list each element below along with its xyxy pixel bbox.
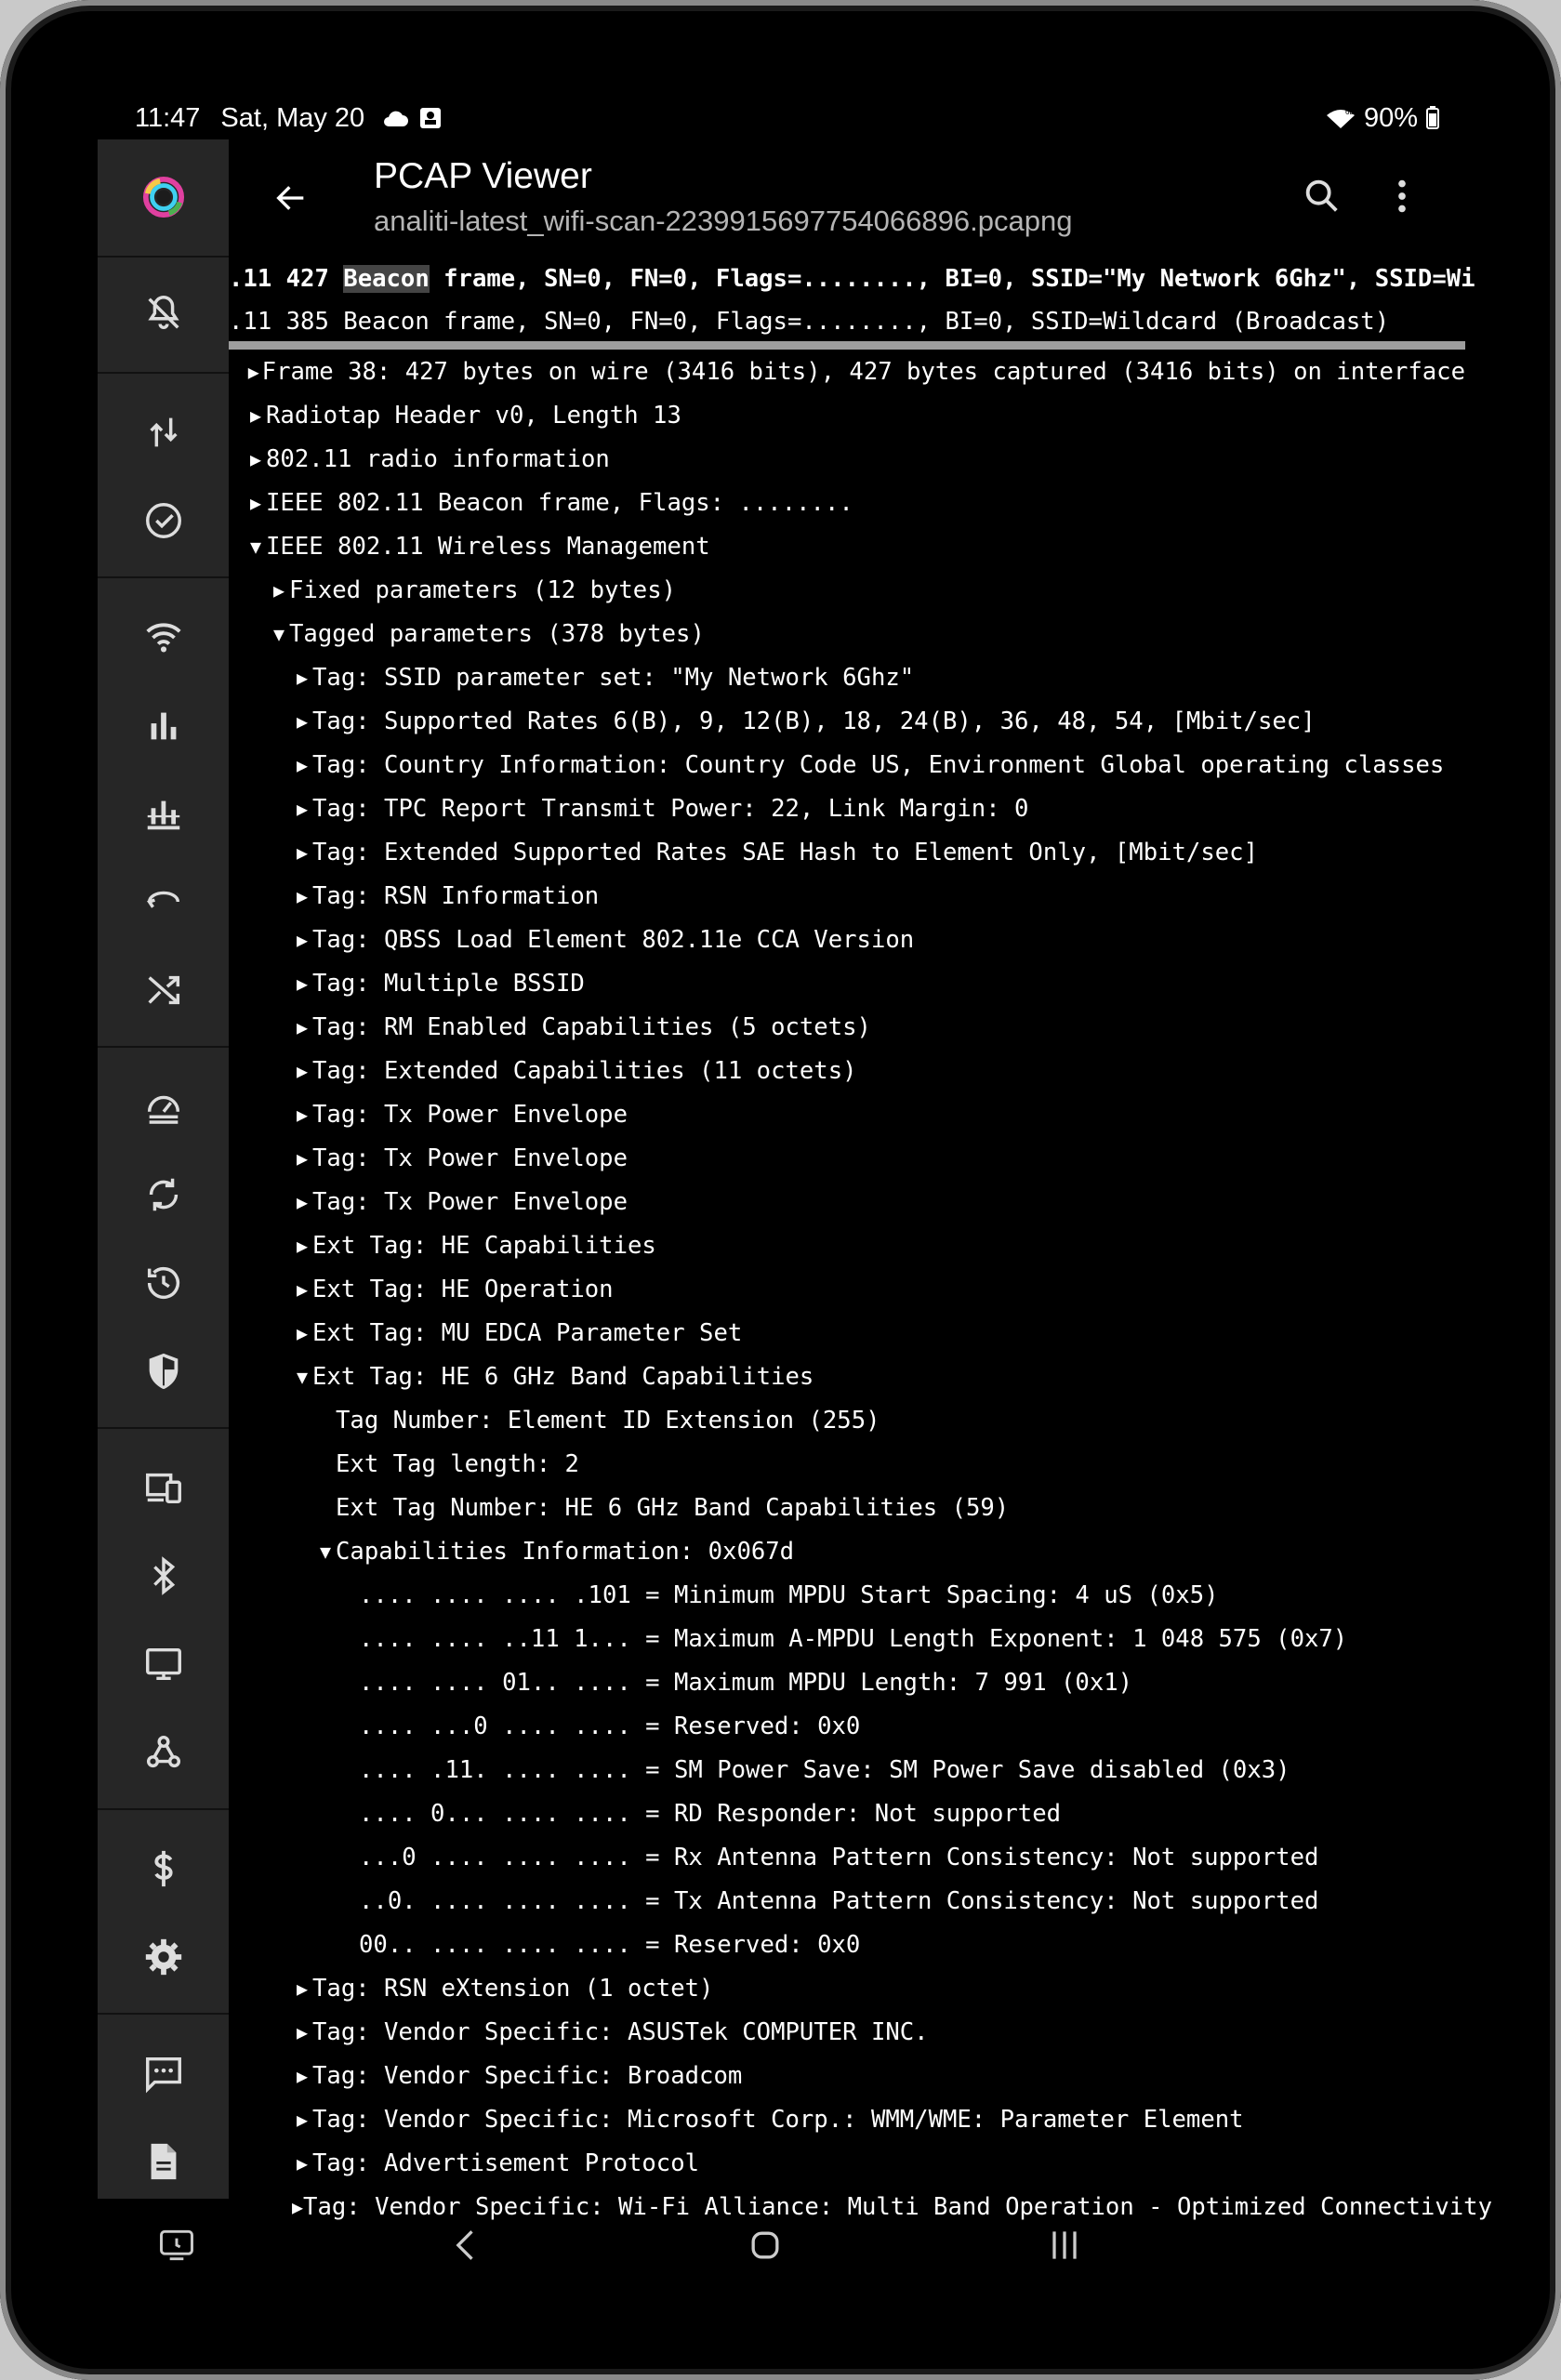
tree-node[interactable] <box>229 394 1465 438</box>
tree-row-text: Ext Tag length: 2 <box>336 1450 579 1478</box>
tree-row-text: Tag: Extended Supported Rates SAE Hash to Element Only, [Mbit/sec] <box>312 839 1258 866</box>
tree-node[interactable] <box>229 1355 1465 1399</box>
collapsed-triangle-icon[interactable]: ▶ <box>296 2152 309 2175</box>
back-icon <box>446 2225 487 2266</box>
tree-row-text: Tag: QBSS Load Element 802.11e CCA Version <box>312 926 915 954</box>
tree-row-text: Frame 38: 427 bytes on wire (3416 bits), 427 bytes captured (3416 bits) on interface <box>261 358 1465 386</box>
tree-row-text: Tag: Advertisement Protocol <box>312 2149 700 2177</box>
tree-leaf <box>229 1443 1465 1487</box>
tree-row-text: Tag: RSN eXtension (1 octet) <box>312 1975 714 2003</box>
tree-node[interactable] <box>229 1050 1465 1093</box>
tree-node[interactable] <box>229 1181 1465 1224</box>
packet-prefix: .11 385 Beacon <box>229 308 430 336</box>
collapsed-triangle-icon[interactable]: ▶ <box>247 361 259 383</box>
app-logo-icon[interactable] <box>98 155 229 239</box>
battery-percent: 90% <box>1363 102 1418 133</box>
bluetooth-icon[interactable] <box>98 1534 229 1618</box>
app-bar <box>229 139 1496 256</box>
webhook-icon[interactable] <box>98 1711 229 1794</box>
packet-list[interactable] <box>229 258 1475 343</box>
tree-row-text: ...0 .... .... .... = Rx Antenna Pattern Consistency: Not supported <box>359 1844 1319 1871</box>
tree-node[interactable] <box>229 2011 1465 2055</box>
document-icon[interactable] <box>98 2120 229 2203</box>
speedometer-icon[interactable] <box>98 1064 229 1148</box>
collapsed-triangle-icon[interactable]: ▶ <box>296 929 309 951</box>
tree-row-text: Tag: TPC Report Transmit Power: 22, Link Margin: 0 <box>312 795 1029 823</box>
tree-node[interactable] <box>229 656 1465 700</box>
more-options-button[interactable] <box>1381 175 1427 221</box>
tree-row-text: .... 0... .... .... = RD Responder: Not supported <box>359 1800 1062 1828</box>
tree-node[interactable] <box>229 482 1465 525</box>
tree-row-text: Capabilities Information: 0x067d <box>336 1538 795 1566</box>
tree-row-text: .... ...0 .... .... = Reserved: 0x0 <box>359 1712 861 1740</box>
wifi-status-icon <box>1325 106 1356 130</box>
tree-node[interactable] <box>229 831 1465 875</box>
collapsed-triangle-icon[interactable]: ▶ <box>296 754 309 776</box>
collapsed-triangle-icon[interactable]: ▶ <box>296 1191 309 1213</box>
tree-node[interactable] <box>229 2098 1465 2142</box>
file-name: analiti-latest_wifi-scan-2239915697754066896.pcapng <box>374 205 1073 237</box>
tree-row-text: 00.. .... .... .... = Reserved: 0x0 <box>359 1931 861 1959</box>
tree-row-text: Tag: Tx Power Envelope <box>312 1188 628 1216</box>
more-vert-icon <box>1381 175 1423 218</box>
screenshot-icon <box>156 2225 197 2266</box>
tree-node[interactable] <box>229 2055 1465 2098</box>
arrow-back-icon <box>272 179 310 217</box>
tree-node[interactable] <box>229 525 1465 569</box>
tree-row-text: Tag: Country Information: Country Code US, Environment Global operating classes <box>312 751 1445 779</box>
tree-node[interactable] <box>229 919 1465 962</box>
svg-text:6E: 6E <box>1344 108 1355 116</box>
tree-row-text: IEEE 802.11 Wireless Management <box>266 533 710 561</box>
tree-row-text: 802.11 radio information <box>266 445 610 473</box>
packet-info: frame, SN=0, FN=0, Flags=........, BI=0, SSID="My Network 6Ghz", SSID=Wi <box>429 265 1475 293</box>
tree-row-text: Tag: RSN Information <box>312 882 600 910</box>
tree-row-text: Tag: Multiple BSSID <box>312 970 585 998</box>
collapsed-triangle-icon[interactable]: ▶ <box>296 1016 309 1038</box>
expanded-triangle-icon[interactable]: ▼ <box>272 623 285 645</box>
chat-icon[interactable] <box>98 2031 229 2115</box>
tree-node[interactable] <box>229 787 1465 831</box>
nav-recents-button[interactable] <box>1037 2217 1092 2273</box>
tree-leaf <box>229 1705 1465 1749</box>
tree-row-text: Ext Tag: HE Capabilities <box>312 1232 656 1260</box>
status-date: Sat, May 20 <box>220 102 365 133</box>
tree-row-text: .... .11. .... .... = SM Power Save: SM Power Save disabled (0x3) <box>359 1756 1290 1784</box>
collapsed-triangle-icon[interactable]: ▶ <box>296 1322 309 1344</box>
tree-row-text: Tag: Tx Power Envelope <box>312 1144 628 1172</box>
tree-row-text: Tag: Vendor Specific: Wi-Fi Alliance: Multi Band Operation - Optimized Connectivity <box>303 2193 1492 2221</box>
tree-row-text: Tag: RM Enabled Capabilities (5 octets) <box>312 1013 871 1041</box>
screenshot-button[interactable] <box>149 2217 205 2273</box>
collapsed-triangle-icon[interactable]: ▶ <box>296 2021 309 2043</box>
tree-node[interactable] <box>229 744 1465 787</box>
collapsed-triangle-icon[interactable]: ▶ <box>296 2109 309 2131</box>
tree-row-text: Ext Tag Number: HE 6 GHz Band Capabilities (59) <box>336 1494 1010 1522</box>
home-icon <box>745 2225 786 2266</box>
tree-leaf <box>229 1749 1465 1792</box>
shield-icon[interactable] <box>98 1329 229 1413</box>
tree-leaf <box>229 1924 1465 1967</box>
tree-leaf <box>229 1661 1465 1705</box>
tree-leaf <box>229 1574 1465 1618</box>
expanded-triangle-icon[interactable]: ▼ <box>296 1366 309 1388</box>
collapsed-triangle-icon[interactable]: ▶ <box>296 885 309 907</box>
collapsed-triangle-icon[interactable]: ▶ <box>272 579 285 602</box>
collapsed-triangle-icon[interactable]: ▶ <box>296 972 309 995</box>
collapsed-triangle-icon[interactable]: ▶ <box>292 2196 304 2218</box>
tree-row-text: Ext Tag: HE Operation <box>312 1276 614 1303</box>
tree-node[interactable] <box>229 613 1465 656</box>
tree-row-text: Tagged parameters (378 bytes) <box>289 620 705 648</box>
collapsed-triangle-icon[interactable]: ▶ <box>296 1278 309 1301</box>
check-circle-icon[interactable] <box>98 479 229 562</box>
tree-node[interactable] <box>229 350 1465 394</box>
tree-leaf <box>229 1880 1465 1924</box>
devices-icon[interactable] <box>98 1446 229 1529</box>
battery-icon <box>1425 106 1440 130</box>
tree-node[interactable] <box>229 1268 1465 1312</box>
tree-leaf <box>229 1487 1465 1530</box>
status-time: 11:47 <box>135 102 201 133</box>
tree-node[interactable] <box>229 1312 1465 1355</box>
tree-leaf <box>229 1836 1465 1880</box>
packet-info: frame, SN=0, FN=0, Flags=........, BI=0, SSID=Wildcard (Broadcast) <box>429 308 1390 336</box>
tree-node[interactable] <box>229 875 1465 919</box>
tree-row-text: .... .... 01.. .... = Maximum MPDU Length: 7 991 (0x1) <box>359 1669 1133 1697</box>
notification-app-icon <box>418 106 443 130</box>
tree-row-text: .... .... .... .101 = Minimum MPDU Start Spacing: 4 uS (0x5) <box>359 1581 1219 1609</box>
sidebar <box>98 139 229 2199</box>
tree-row-text: ..0. .... .... .... = Tx Antenna Pattern Consistency: Not supported <box>359 1887 1319 1915</box>
collapsed-triangle-icon[interactable]: ▶ <box>296 710 309 733</box>
collapsed-triangle-icon[interactable]: ▶ <box>296 1235 309 1257</box>
tree-node[interactable] <box>229 1093 1465 1137</box>
packet-prefix: .11 427 <box>229 265 344 293</box>
system-nav-bar <box>98 2199 1466 2292</box>
packet-highlight: Beacon <box>343 265 430 293</box>
tree-row-text: Tag: Extended Capabilities (11 octets) <box>312 1057 857 1085</box>
search-icon <box>1301 175 1343 218</box>
tree-row-text: Radiotap Header v0, Length 13 <box>266 402 681 430</box>
tree-row-text: Tag: Vendor Specific: ASUSTek COMPUTER INC. <box>312 2018 929 2046</box>
tree-leaf <box>229 1618 1465 1661</box>
tree-row-text: Tag: Vendor Specific: Broadcom <box>312 2062 743 2090</box>
tree-row-text: IEEE 802.11 Beacon frame, Flags: ........ <box>266 489 853 517</box>
page-title: PCAP Viewer <box>374 156 592 196</box>
back-button[interactable] <box>268 175 314 221</box>
cloud-icon <box>381 108 409 128</box>
collapsed-triangle-icon[interactable]: ▶ <box>296 1147 309 1170</box>
recents-icon <box>1044 2225 1085 2266</box>
notifications-off-icon[interactable] <box>98 271 229 355</box>
tree-row-text: Tag: Vendor Specific: Microsoft Corp.: WMM/WME: Parameter Element <box>312 2106 1244 2134</box>
tree-row-text: .... .... ..11 1... = Maximum A-MPDU Length Exponent: 1 048 575 (0x7) <box>359 1625 1348 1653</box>
collapsed-triangle-icon[interactable]: ▶ <box>249 492 262 514</box>
packet-row-selected[interactable] <box>229 258 1475 300</box>
collapsed-triangle-icon[interactable]: ▶ <box>296 1060 309 1082</box>
tree-node[interactable] <box>229 700 1465 744</box>
dollar-icon[interactable] <box>98 1827 229 1911</box>
collapsed-triangle-icon[interactable]: ▶ <box>249 404 262 427</box>
sync-icon[interactable] <box>98 1153 229 1236</box>
collapsed-triangle-icon[interactable]: ▶ <box>296 798 309 820</box>
tree-row-text: Tag: Tx Power Envelope <box>312 1101 628 1129</box>
tree-node[interactable] <box>229 438 1465 482</box>
tree-row-text: Tag Number: Element ID Extension (255) <box>336 1407 880 1435</box>
tree-row-text: Ext Tag: HE 6 GHz Band Capabilities <box>312 1363 814 1391</box>
bar-chart-icon[interactable] <box>98 683 229 767</box>
expanded-triangle-icon[interactable]: ▼ <box>249 536 262 558</box>
tree-leaf <box>229 1399 1465 1443</box>
tree-row-text: Fixed parameters (12 bytes) <box>289 576 677 604</box>
settings-icon[interactable] <box>98 1915 229 1999</box>
expanded-triangle-icon[interactable]: ▼ <box>319 1540 332 1563</box>
tree-leaf <box>229 1792 1465 1836</box>
roaming-icon[interactable] <box>98 860 229 944</box>
status-bar <box>135 99 1440 138</box>
nav-home-button[interactable] <box>737 2217 793 2273</box>
tree-row-text: Tag: Supported Rates 6(B), 9, 12(B), 18, 24(B), 36, 48, 54, [Mbit/sec] <box>312 707 1316 735</box>
monitor-icon[interactable] <box>98 1622 229 1706</box>
collapsed-triangle-icon[interactable]: ▶ <box>249 448 262 470</box>
tree-node[interactable] <box>229 1137 1465 1181</box>
transfer-icon[interactable] <box>98 390 229 474</box>
collapsed-triangle-icon[interactable]: ▶ <box>296 1977 309 2000</box>
collapsed-triangle-icon[interactable]: ▶ <box>296 1104 309 1126</box>
tree-node[interactable] <box>229 2142 1465 2186</box>
packet-row[interactable] <box>229 300 1465 343</box>
tree-node[interactable] <box>229 1530 1465 1574</box>
collapsed-triangle-icon[interactable]: ▶ <box>296 667 309 689</box>
packet-detail-tree <box>229 350 1492 2221</box>
channel-chart-icon[interactable] <box>98 772 229 855</box>
tree-node[interactable] <box>229 1967 1465 2011</box>
collapsed-triangle-icon[interactable]: ▶ <box>296 841 309 864</box>
search-button[interactable] <box>1301 175 1347 221</box>
tree-row-text: Tag: SSID parameter set: "My Network 6Ghz" <box>312 664 915 692</box>
tree-node[interactable] <box>229 1006 1465 1050</box>
horizontal-scrollbar[interactable] <box>229 341 1465 350</box>
nav-back-button[interactable] <box>439 2217 495 2273</box>
tree-node[interactable] <box>229 569 1465 613</box>
history-icon[interactable] <box>98 1241 229 1325</box>
tree-node[interactable] <box>229 962 1465 1006</box>
tree-row-text: Ext Tag: MU EDCA Parameter Set <box>312 1319 743 1347</box>
shuffle-icon[interactable] <box>98 948 229 1032</box>
collapsed-triangle-icon[interactable]: ▶ <box>296 2065 309 2087</box>
tree-node[interactable] <box>229 1224 1465 1268</box>
wifi-icon[interactable] <box>98 595 229 679</box>
